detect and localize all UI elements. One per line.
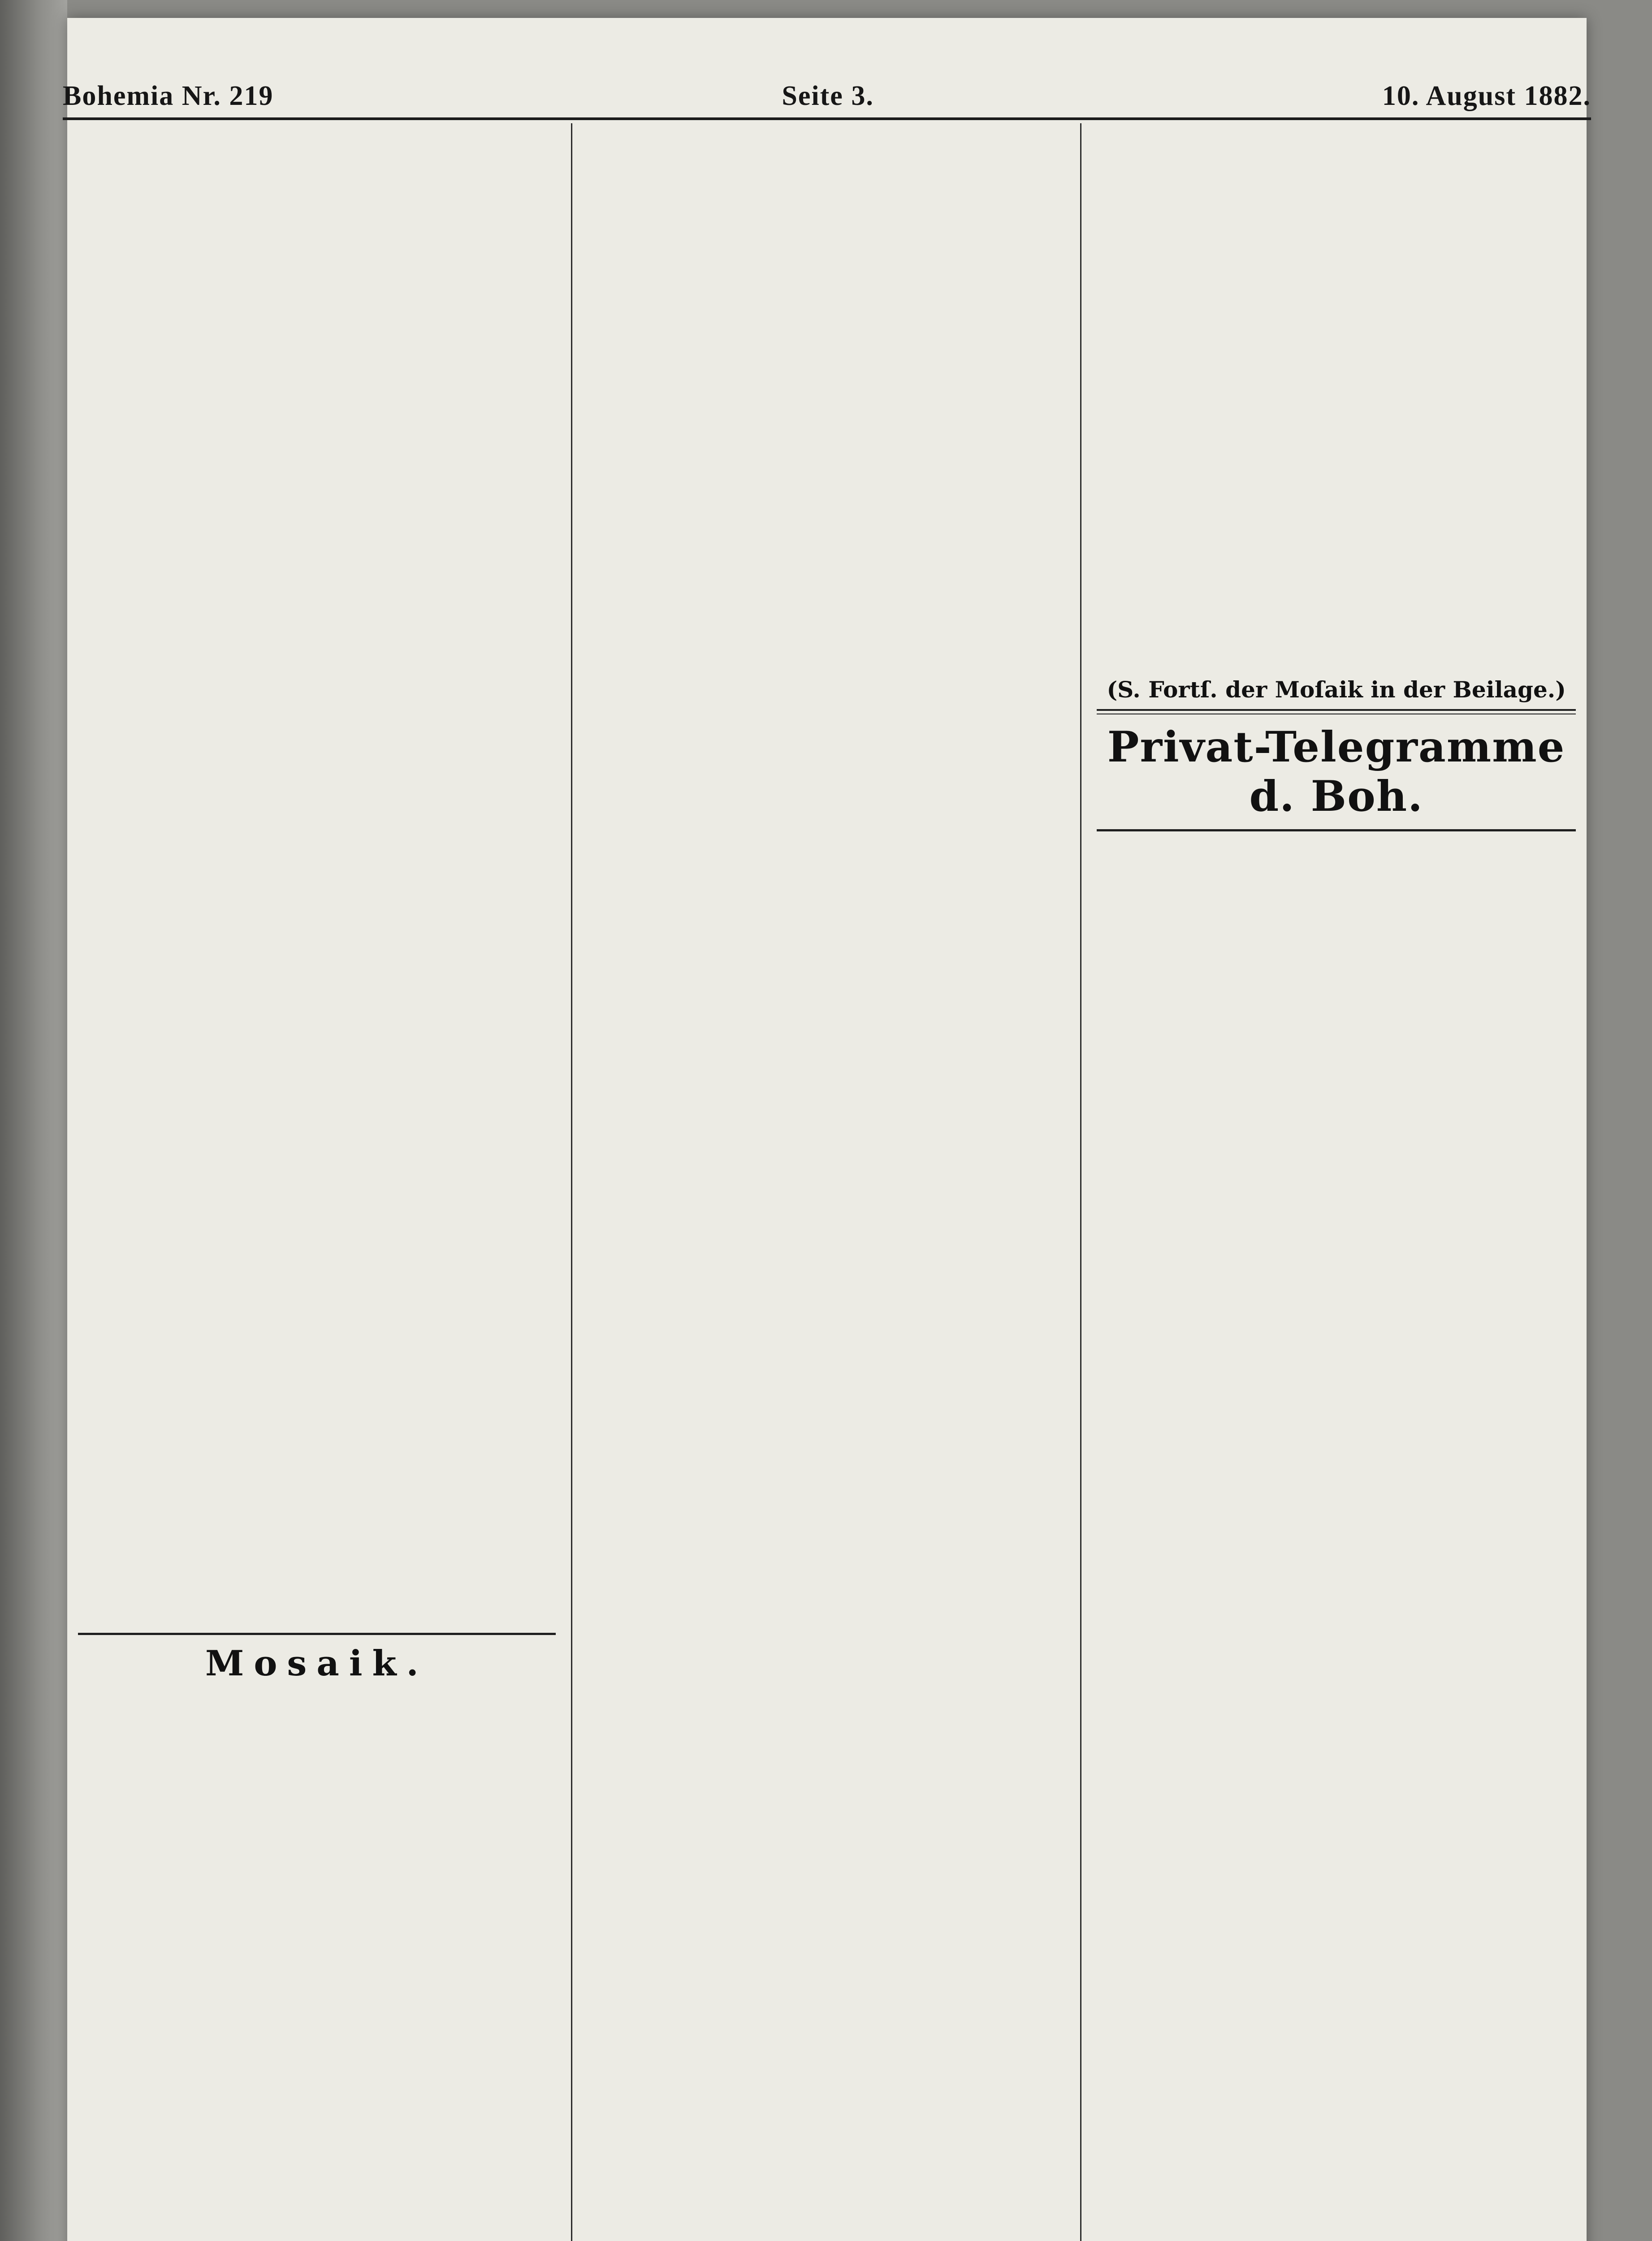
newspaper-page <box>63 18 1591 2241</box>
column-2-text-area <box>588 132 1065 2241</box>
telegram-rule-top <box>1097 709 1576 714</box>
column-3-telegram-area <box>1097 839 1576 2241</box>
telegram-rule-bottom <box>1097 829 1576 831</box>
column-3-text-area <box>1097 132 1576 670</box>
page-number: Seite 3. <box>782 81 874 111</box>
header-rule <box>63 117 1591 120</box>
mosaik-rule-top <box>78 1633 556 1635</box>
column-1-mosaik-area <box>78 1692 556 2241</box>
issue-date: 10. August 1882. <box>1382 81 1591 111</box>
telegram-heading: Privat-Telegramme d. Boh. <box>1107 722 1566 821</box>
column-1 <box>63 123 572 2241</box>
running-head <box>63 63 1591 112</box>
page-binding-edge <box>0 0 67 2241</box>
columns <box>63 123 1591 2241</box>
column-3 <box>1081 123 1591 2241</box>
mosaik-continuation-note: (S. Fortſ. der Moſaik in der Beilage.) <box>1107 676 1566 703</box>
mosaik-heading: Mosaik. <box>205 1643 428 1684</box>
publication-name: Bohemia Nr. 219 <box>63 81 274 111</box>
column-2 <box>572 123 1082 2241</box>
column-1-text-area <box>78 132 556 1625</box>
